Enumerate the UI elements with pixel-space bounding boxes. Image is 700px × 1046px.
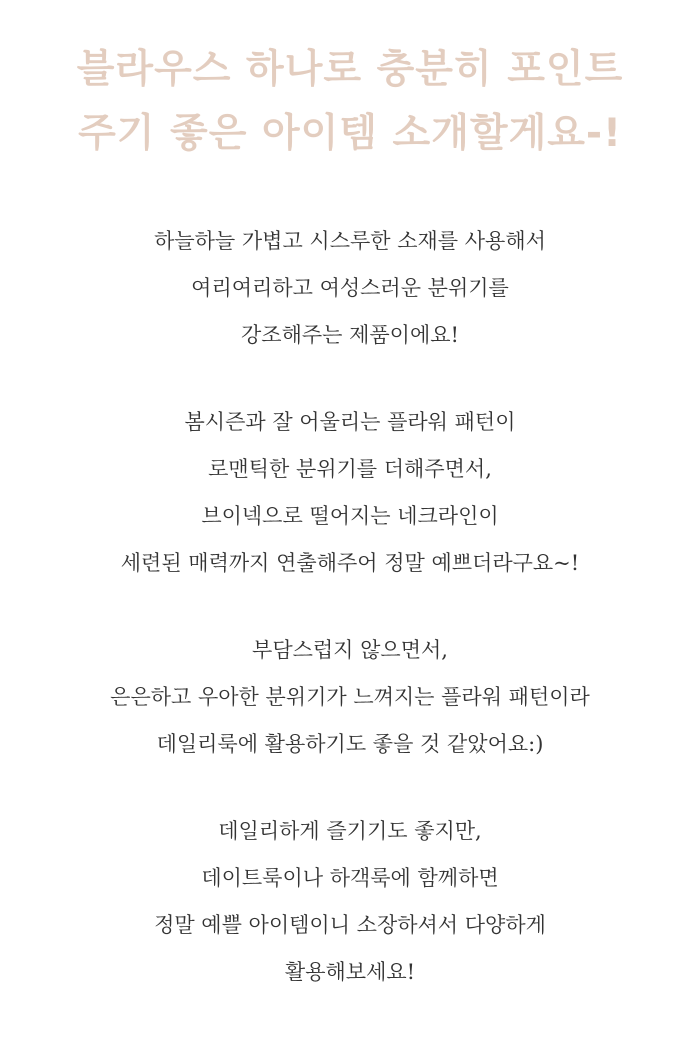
paragraph-line: 봄시즌과 잘 어울리는 플라워 패턴이	[184, 410, 516, 434]
paragraph-line: 데이트룩이나 하객룩에 함께하면	[201, 866, 499, 890]
description-body	[0, 218, 700, 1036]
paragraph-styling	[0, 808, 700, 996]
heading-line-2: 주기 좋은 아이템 소개할게요-!	[78, 111, 622, 156]
paragraph-line: 여리여리하고 여성스러운 분위기를	[191, 276, 509, 300]
paragraph-line: 브이넥으로 떨어지는 네크라인이	[201, 504, 499, 528]
paragraph-line: 데일리룩에 활용하기도 좋을 것 같았어요:)	[156, 732, 544, 756]
paragraph-line: 세련된 매력까지 연출해주어 정말 예쁘더라구요~!	[120, 551, 580, 575]
paragraph-line: 하늘하늘 가볍고 시스루한 소재를 사용해서	[154, 229, 546, 253]
paragraph-line: 데일리하게 즐기기도 좋지만,	[218, 819, 482, 843]
paragraph-line: 정말 예쁠 아이템이니 소장하셔서 다양하게	[154, 913, 546, 937]
paragraph-material	[0, 218, 700, 359]
paragraph-pattern	[0, 399, 700, 587]
heading-line-1: 블라우스 하나로 충분히 포인트	[76, 47, 624, 92]
paragraph-daily	[0, 627, 700, 768]
intro-heading	[0, 38, 700, 166]
paragraph-line: 로맨틱한 분위기를 더해주면서,	[208, 457, 492, 481]
paragraph-line: 강조해주는 제품이에요!	[241, 323, 459, 347]
paragraph-line: 부담스럽지 않으면서,	[252, 638, 448, 662]
paragraph-line: 활용해보세요!	[284, 960, 416, 984]
paragraph-line: 은은하고 우아한 분위기가 느껴지는 플라워 패턴이라	[110, 685, 590, 709]
